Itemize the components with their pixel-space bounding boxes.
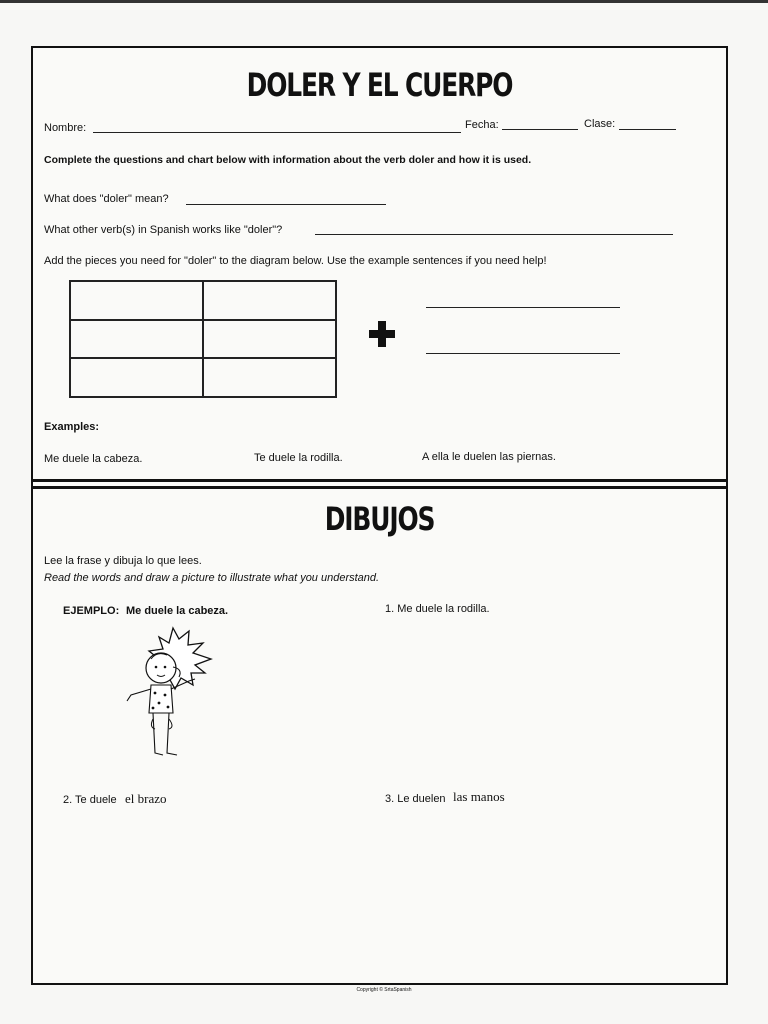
chart-cell[interactable]: [70, 358, 203, 397]
child-headache-illustration: [123, 623, 218, 761]
question-1-answer-line[interactable]: [186, 204, 386, 205]
question-2: What other verb(s) in Spanish works like "doler"?: [44, 224, 283, 236]
chart-cell[interactable]: [203, 320, 336, 359]
verb-form-line-1[interactable]: [426, 307, 620, 308]
instructions-text: Complete the questions and chart below with information about the verb doler and how it is used.: [44, 154, 532, 166]
item-1: 1. Me duele la rodilla.: [385, 603, 490, 615]
example-sentence-3: A ella le duelen las piernas.: [422, 451, 556, 463]
chart-cell[interactable]: [203, 281, 336, 320]
section-divider: [33, 479, 726, 482]
worksheet-title: DOLER Y EL CUERPO: [246, 66, 513, 104]
name-input-line[interactable]: [93, 132, 461, 133]
examples-label: Examples:: [44, 421, 100, 433]
example-label: EJEMPLO:: [63, 605, 120, 617]
instruction-english: Read the words and draw a picture to illustrate what you understand.: [44, 572, 380, 584]
date-label: Fecha:: [465, 119, 499, 131]
name-label: Nombre:: [44, 122, 87, 134]
item-2-answer[interactable]: el brazo: [125, 791, 167, 806]
chart-cell[interactable]: [70, 281, 203, 320]
example-sentence: Me duele la cabeza.: [126, 605, 229, 617]
item-3-prefix: 3. Le duelen: [385, 793, 446, 805]
date-input-line[interactable]: [502, 129, 578, 130]
verb-form-line-2[interactable]: [426, 353, 620, 354]
worksheet-frame: [31, 46, 728, 985]
chart-cell[interactable]: [70, 320, 203, 359]
plus-icon: [369, 321, 395, 347]
question-2-answer-line[interactable]: [315, 234, 673, 235]
question-1: What does "doler" mean?: [44, 193, 169, 205]
example-sentence-2: Te duele la rodilla.: [254, 452, 343, 464]
copyright-footer: Copyright © SrtaSpanish: [356, 987, 412, 993]
pronoun-chart: [69, 280, 337, 398]
section-divider: [33, 486, 726, 489]
item-2-prefix: 2. Te duele: [63, 794, 117, 806]
chart-cell[interactable]: [203, 358, 336, 397]
page-top-edge: [0, 0, 768, 3]
example-sentence-1: Me duele la cabeza.: [44, 453, 143, 465]
class-input-line[interactable]: [619, 129, 676, 130]
diagram-instruction: Add the pieces you need for "doler" to the diagram below. Use the example sentences if you need help!: [44, 255, 547, 267]
instruction-spanish: Lee la frase y dibuja lo que lees.: [44, 555, 202, 567]
drawings-title: DIBUJOS: [324, 500, 435, 538]
item-3-answer[interactable]: las manos: [453, 789, 505, 804]
class-label: Clase:: [584, 118, 616, 130]
